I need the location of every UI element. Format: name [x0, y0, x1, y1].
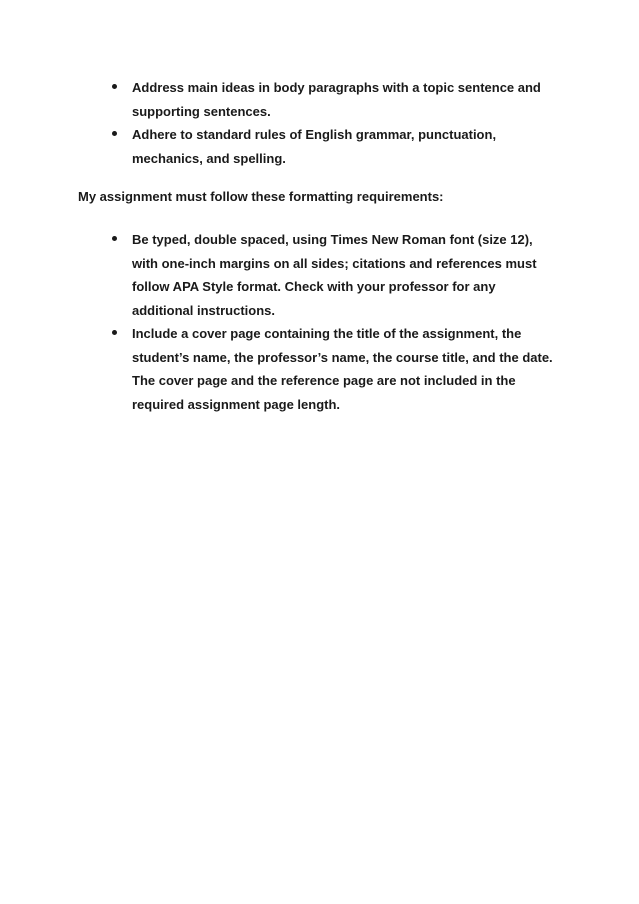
list-item [0, 76, 639, 123]
formatting-requirements-list [0, 228, 639, 416]
list-item-text: Include a cover page containing the title of the assignment, the student’s name, the professor’s name, the course title, and the date. The cover page and the reference page are not included in the required assignment page length. [132, 326, 553, 412]
list-item [0, 322, 639, 416]
list-item-text: Be typed, double spaced, using Times New Roman font (size 12), with one-inch margins on all sides; citations and references must follow APA Style format. Check with your professor for any additional instructions. [132, 232, 537, 318]
bullet-icon [112, 330, 117, 335]
bullet-icon [112, 84, 117, 89]
list-item [0, 228, 639, 322]
bullet-icon [112, 236, 117, 241]
list-item [0, 123, 639, 170]
list-item-text: Adhere to standard rules of English grammar, punctuation, mechanics, and spelling. [132, 127, 497, 166]
guidelines-list [0, 76, 639, 170]
list-item-text: Address main ideas in body paragraphs with a topic sentence and supporting sentences. [132, 80, 541, 119]
bullet-icon [112, 131, 117, 136]
section-heading: My assignment must follow these formatting requirements: [78, 189, 444, 204]
